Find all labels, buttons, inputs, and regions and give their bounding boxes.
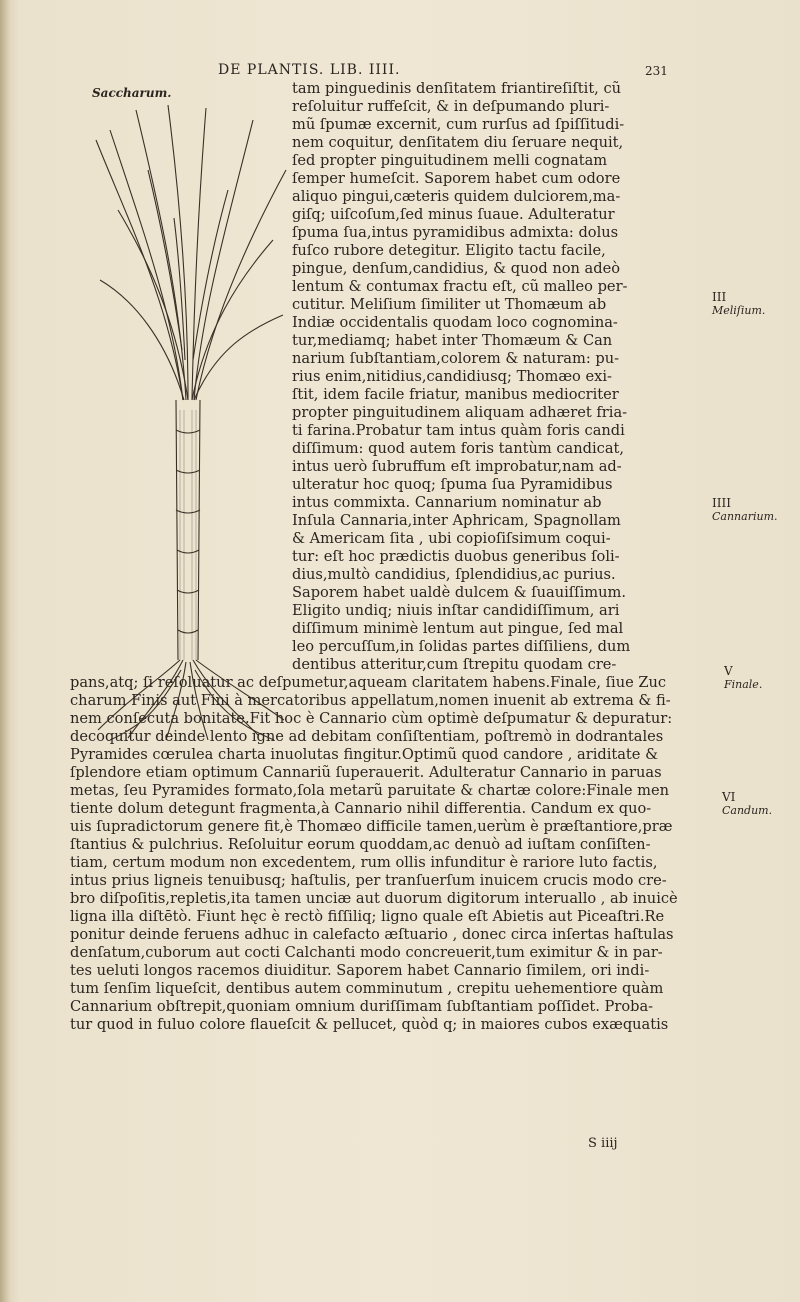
text-line: uis ſupradictorum genere fit,è Thomæo difficile tamen,uerùm è præſtantiore,præ [70,818,673,835]
text-line: ſpuma ſua,intus pyramidibus admixta: dolus [292,224,619,241]
text-line: Inſula Cannaria,inter Aphricam, Spagnollam [292,512,621,529]
text-line: decoquitur deinde lento igne ad debitam conſiſtentiam, poſtremò in dodrantales [70,728,664,745]
text-line: narium ſubſtantiam,colorem & naturam: pu- [292,350,620,367]
text-line: Saporem habet ualdè dulcem & ſuauiſſimum. [292,584,626,601]
text-line: ti farina.Probatur tam intus quàm foris candi [292,422,625,439]
text-line: giſq; uiſcoſum,ſed minus ſuaue. Adulteratur [292,206,615,223]
text-line: tum ſenſim liqueſcit, dentibus autem comminutum , crepitu uehementiore quàm [70,980,664,997]
running-title: DE PLANTIS. LIB. IIII. [218,62,401,78]
text-line: Eligito undiq; niuis inſtar candidiſſimum, ari [292,602,620,619]
text-line: dius,multò candidius, ſplendidius,ac purius. [292,566,616,583]
text-line: lentum & contumax fractu eſt, cũ malleo per- [292,278,628,295]
margin-note-melisium [712,290,765,317]
margin-note-number: VI [722,790,736,804]
text-line: ſplendore etiam optimum Cannariũ ſuperauerit. Adulteratur Cannario in paruas [70,764,662,781]
margin-note-label: Meliſium. [712,304,766,317]
figure-caption: Saccharum. [92,86,172,100]
text-line: reſoluitur ruffeſcit, & in deſpumando pluri- [292,98,610,115]
text-line: fuſco rubore detegitur. Eligito tactu facile, [292,242,606,259]
margin-note-cannarium [712,496,778,523]
text-line: metas, ſeu Pyramides formato,ſola metarũ paruitate & chartæ colore:Finale men [70,782,670,799]
text-line: tiente dolum detegunt fragmenta,à Cannario nihil differentia. Candum ex quo- [70,800,652,817]
text-line: tur,mediamq; habet inter Thomæum & Can [292,332,613,349]
text-line: cutitur. Meliſium ſimiliter ut Thomæum ab [292,296,607,313]
text-line: tur quod in fuluo colore flaueſcit & pellucet, quòd q; in maiores cubos exæquatis [70,1016,669,1033]
text-line: pans,atq; ſi reſoluatur ac deſpumetur,aqueam claritatem habens.Finale, ſiue Zuc [70,674,667,691]
text-line: ſtantius & pulchrius. Reſoluitur eorum quoddam,ac denuò ad iuſtam conſiſten- [70,836,651,853]
text-line: nem coquitur, denſitatem diu ſeruare nequit, [292,134,624,151]
margin-note-label: Cannarium. [712,510,778,523]
text-line: ulteratur hoc quoq; ſpuma ſua Pyramidibus [292,476,613,493]
margin-note-number: V [724,664,733,678]
text-line: & Americam ſita , ubi copioſiſsimum coqui- [292,530,611,547]
sugarcane-woodcut-illustration [88,100,288,740]
text-line: bro diſpoſitis,repletis,ita tamen unciæ aut duorum digitorum interuallo , ab inuicè [70,890,678,907]
margin-note-label: Candum. [722,804,773,817]
text-line: nem conſecuta bonitate.Fit hoc è Cannario cùm optimè deſpumatur & depuratur: [70,710,673,727]
text-line: intus uerò ſubruffum eſt improbatur,nam ad- [292,458,622,475]
text-line: diſſimum minimè lentum aut pingue, ſed mal [292,620,624,637]
text-line: dentibus atteritur,cum ſtrepitu quodam cre- [292,656,617,673]
text-line: tur: eſt hoc prædictis duobus generibus ſoli- [292,548,620,565]
text-line: Indiæ occidentalis quodam loco cognomina- [292,314,618,331]
text-line: ſtit, idem facile friatur, manibus mediocriter [292,386,619,403]
text-line: propter pinguitudinem aliquam adhæret fria- [292,404,628,421]
margin-note-finale [724,664,762,691]
margin-note-label: Finale. [724,678,763,691]
text-line: intus prius ligneis tenuibusq; haſtulis, per tranſuerſum inuicem crucis modo cre- [70,872,667,889]
text-line: ſemper humeſcit. Saporem habet cum odore [292,170,621,187]
text-line: mũ ſpumæ excernit, cum rurſus ad ſpiſſitudi- [292,116,625,133]
margin-note-number: III [712,290,727,304]
text-line: leo percuſſum,in ſolidas partes diſſiliens, dum [292,638,631,655]
text-line: Pyramides cœrulea charta inuolutas fingitur.Optimũ quod candore , ariditate & [70,746,659,763]
text-line: diſſimum: quod autem foris tantùm candicat, [292,440,625,457]
text-line: ſed propter pinguitudinem melli cognatam [292,152,608,169]
text-line: charum Finis aut Fini à mercatoribus appellatum,nomen inuenit ab extrema & fi- [70,692,671,709]
text-line: tam pinguedinis denſitatem friantireſiſtit, cũ [292,80,622,97]
margin-note-number: IIII [712,496,731,510]
text-line: aliquo pingui,cæteris quidem dulciorem,ma- [292,188,621,205]
signature-mark: S iiij [588,1136,618,1151]
text-line: rius enim,nitidius,candidiusq; Thomæo exi- [292,368,612,385]
text-line: ponitur deinde feruens adhuc in calefacto æſtuario , donec circa inſertas haſtulas [70,926,674,943]
text-line: ligna illa diſtētò. Fiunt hęc è rectò fiſſiliq; ligno quale eſt Abietis aut Piceaſtri.Re [70,908,665,925]
text-line: pingue, denſum,candidius, & quod non adeò [292,260,621,277]
text-line: tes ueluti longos racemos diuiditur. Saporem habet Cannario ſimilem, ori indi- [70,962,650,979]
text-line: tiam, certum modum non excedentem, rum ollis infunditur è rariore luto factis, [70,854,658,871]
text-line: denſatum,cuborum aut cocti Calchanti modo concreuerit,tum eximitur & in par- [70,944,663,961]
margin-note-candum [722,790,772,817]
page-gutter [0,0,10,1302]
page-number: 231 [645,64,668,78]
text-line: intus commixta. Cannarium nominatur ab [292,494,602,511]
text-line: Cannarium obſtrepit,quoniam omnium duriſſimam ſubſtantiam poſſidet. Proba- [70,998,654,1015]
